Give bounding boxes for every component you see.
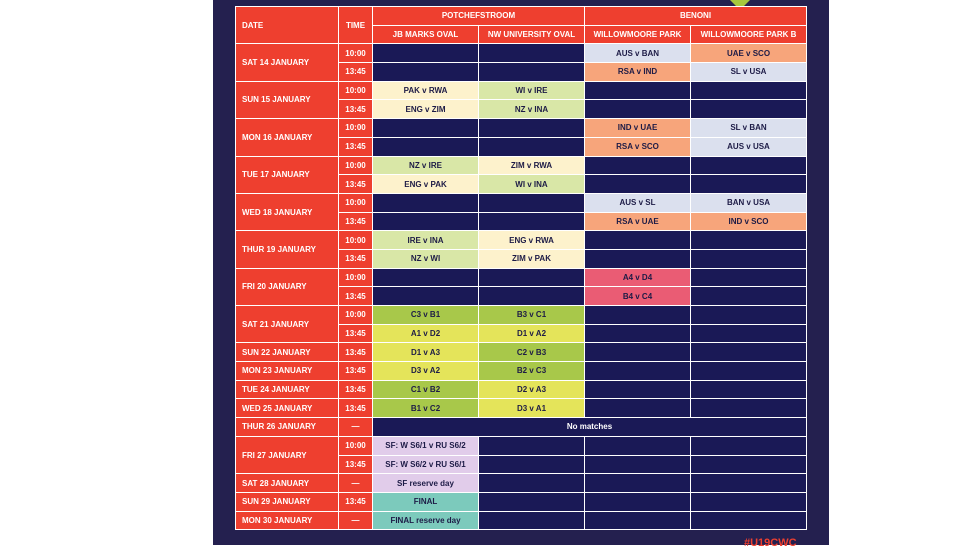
match-cell-empty — [373, 212, 479, 231]
date-cell: WED 18 JANUARY — [236, 193, 339, 230]
table-row — [236, 268, 807, 287]
match-cell-empty — [585, 324, 691, 343]
match-cell-empty — [585, 231, 691, 250]
match-cell: A1 v D2 — [373, 324, 479, 343]
match-cell: ZIM v PAK — [479, 249, 585, 268]
match-cell-empty — [585, 156, 691, 175]
table-row — [236, 418, 807, 437]
match-cell-empty — [585, 343, 691, 362]
match-cell-empty — [691, 455, 807, 474]
table-row — [236, 474, 807, 493]
match-cell-empty — [585, 511, 691, 530]
match-cell: ENG v RWA — [479, 231, 585, 250]
match-cell: WI v INA — [479, 175, 585, 194]
time-cell: 13:45 — [339, 249, 373, 268]
match-cell: PAK v RWA — [373, 81, 479, 100]
match-cell: FINAL reserve day — [373, 511, 479, 530]
date-cell: SUN 29 JANUARY — [236, 492, 339, 511]
time-cell: — — [339, 418, 373, 437]
match-cell-empty — [585, 81, 691, 100]
table-row — [236, 399, 807, 418]
match-cell: IND v UAE — [585, 119, 691, 138]
match-cell-empty — [479, 268, 585, 287]
date-cell: SAT 21 JANUARY — [236, 306, 339, 343]
match-cell-empty — [585, 175, 691, 194]
match-cell: RSA v SCO — [585, 137, 691, 156]
match-cell-empty — [691, 492, 807, 511]
match-cell-empty — [479, 436, 585, 455]
match-cell: WI v IRE — [479, 81, 585, 100]
match-cell: SF reserve day — [373, 474, 479, 493]
ground-nw-university-oval: NW UNIVERSITY OVAL — [479, 25, 585, 44]
match-cell: ZIM v RWA — [479, 156, 585, 175]
time-cell: 10:00 — [339, 306, 373, 325]
date-column-header: DATE — [236, 7, 339, 44]
table-row — [236, 380, 807, 399]
match-cell: D1 v A2 — [479, 324, 585, 343]
date-cell: TUE 24 JANUARY — [236, 380, 339, 399]
table-row — [236, 231, 807, 250]
match-cell: SL v BAN — [691, 119, 807, 138]
time-cell: 10:00 — [339, 268, 373, 287]
time-cell: 13:45 — [339, 63, 373, 82]
match-cell: C2 v B3 — [479, 343, 585, 362]
match-cell: RSA v IND — [585, 63, 691, 82]
fixture-schedule-table — [235, 6, 807, 530]
match-cell: C1 v B2 — [373, 380, 479, 399]
match-cell-empty — [585, 492, 691, 511]
time-cell: 13:45 — [339, 175, 373, 194]
match-cell-empty — [585, 362, 691, 381]
match-cell: AUS v SL — [585, 193, 691, 212]
match-cell-empty — [373, 193, 479, 212]
date-cell: FRI 20 JANUARY — [236, 268, 339, 305]
match-cell: IRE v INA — [373, 231, 479, 250]
match-cell-empty — [691, 343, 807, 362]
match-cell: SF: W S6/2 v RU S6/1 — [373, 455, 479, 474]
time-cell: 13:45 — [339, 212, 373, 231]
date-cell: SUN 22 JANUARY — [236, 343, 339, 362]
table-row — [236, 306, 807, 325]
table-row — [236, 193, 807, 212]
time-cell: 13:45 — [339, 287, 373, 306]
match-cell-empty — [585, 380, 691, 399]
match-cell: AUS v BAN — [585, 44, 691, 63]
match-cell-empty — [691, 306, 807, 325]
date-cell: SAT 14 JANUARY — [236, 44, 339, 81]
venue-benoni: BENONI — [585, 7, 807, 26]
match-cell: IND v SCO — [691, 212, 807, 231]
no-matches-cell: No matches — [373, 418, 807, 437]
match-cell: FINAL — [373, 492, 479, 511]
match-cell: D3 v A1 — [479, 399, 585, 418]
match-cell-empty — [585, 306, 691, 325]
time-column-header: TIME — [339, 7, 373, 44]
table-row — [236, 511, 807, 530]
match-cell: A4 v D4 — [585, 268, 691, 287]
match-cell: UAE v SCO — [691, 44, 807, 63]
match-cell: B4 v C4 — [585, 287, 691, 306]
match-cell-empty — [691, 436, 807, 455]
date-cell: SUN 15 JANUARY — [236, 81, 339, 118]
table-row — [236, 343, 807, 362]
match-cell-empty — [691, 362, 807, 381]
time-cell: — — [339, 511, 373, 530]
match-cell-empty — [479, 119, 585, 138]
match-cell-empty — [691, 324, 807, 343]
match-cell-empty — [373, 44, 479, 63]
table-row — [236, 81, 807, 100]
date-cell: MON 30 JANUARY — [236, 511, 339, 530]
time-cell: 13:45 — [339, 455, 373, 474]
match-cell-empty — [691, 156, 807, 175]
date-cell: TUE 17 JANUARY — [236, 156, 339, 193]
time-cell: 13:45 — [339, 399, 373, 418]
venue-potchefstroom: POTCHEFSTROOM — [373, 7, 585, 26]
match-cell: ENG v PAK — [373, 175, 479, 194]
match-cell-empty — [585, 100, 691, 119]
match-cell-empty — [479, 212, 585, 231]
match-cell-empty — [373, 119, 479, 138]
match-cell: NZ v WI — [373, 249, 479, 268]
ground-willowmoore-park-b: WILLOWMOORE PARK B — [691, 25, 807, 44]
match-cell-empty — [691, 100, 807, 119]
time-cell: 10:00 — [339, 436, 373, 455]
match-cell: RSA v UAE — [585, 212, 691, 231]
match-cell-empty — [691, 474, 807, 493]
match-cell: NZ v INA — [479, 100, 585, 119]
time-cell: 13:45 — [339, 343, 373, 362]
match-cell: D3 v A2 — [373, 362, 479, 381]
time-cell: 10:00 — [339, 44, 373, 63]
ground-willowmoore-park: WILLOWMOORE PARK — [585, 25, 691, 44]
time-cell: 13:45 — [339, 137, 373, 156]
date-cell: THUR 26 JANUARY — [236, 418, 339, 437]
match-cell-empty — [691, 175, 807, 194]
match-cell-empty — [479, 455, 585, 474]
match-cell-empty — [479, 137, 585, 156]
date-cell: WED 25 JANUARY — [236, 399, 339, 418]
date-cell: THUR 19 JANUARY — [236, 231, 339, 268]
time-cell: 10:00 — [339, 193, 373, 212]
match-cell-empty — [373, 63, 479, 82]
match-cell: C3 v B1 — [373, 306, 479, 325]
date-cell: SAT 28 JANUARY — [236, 474, 339, 493]
match-cell-empty — [479, 193, 585, 212]
time-cell: 10:00 — [339, 231, 373, 250]
match-cell: BAN v USA — [691, 193, 807, 212]
table-row — [236, 156, 807, 175]
date-cell: FRI 27 JANUARY — [236, 436, 339, 473]
header-row-venues — [236, 7, 807, 26]
match-cell-empty — [585, 399, 691, 418]
time-cell: 13:45 — [339, 324, 373, 343]
match-cell-empty — [373, 287, 479, 306]
match-cell: B1 v C2 — [373, 399, 479, 418]
time-cell: 13:45 — [339, 492, 373, 511]
match-cell: B3 v C1 — [479, 306, 585, 325]
match-cell-empty — [691, 81, 807, 100]
match-cell-empty — [373, 268, 479, 287]
match-cell-empty — [691, 231, 807, 250]
match-cell-empty — [691, 287, 807, 306]
match-cell-empty — [691, 511, 807, 530]
date-cell: MON 23 JANUARY — [236, 362, 339, 381]
table-row — [236, 119, 807, 138]
table-row — [236, 492, 807, 511]
match-cell: D1 v A3 — [373, 343, 479, 362]
match-cell-empty — [691, 380, 807, 399]
match-cell: NZ v IRE — [373, 156, 479, 175]
match-cell: AUS v USA — [691, 137, 807, 156]
match-cell-empty — [479, 287, 585, 306]
match-cell-empty — [479, 63, 585, 82]
match-cell-empty — [691, 399, 807, 418]
match-cell-empty — [585, 249, 691, 268]
match-cell: B2 v C3 — [479, 362, 585, 381]
match-cell: SL v USA — [691, 63, 807, 82]
match-cell-empty — [373, 137, 479, 156]
match-cell-empty — [585, 436, 691, 455]
match-cell-empty — [585, 474, 691, 493]
match-cell: SF: W S6/1 v RU S6/2 — [373, 436, 479, 455]
table-row — [236, 362, 807, 381]
table-row — [236, 436, 807, 455]
time-cell: 13:45 — [339, 362, 373, 381]
time-cell: — — [339, 474, 373, 493]
time-cell: 13:45 — [339, 100, 373, 119]
hashtag-text: #U19CWC — [744, 537, 797, 549]
match-cell: ENG v ZIM — [373, 100, 479, 119]
match-cell-empty — [479, 511, 585, 530]
match-cell-empty — [479, 44, 585, 63]
table-row — [236, 44, 807, 63]
match-cell-empty — [691, 268, 807, 287]
match-cell-empty — [479, 492, 585, 511]
time-cell: 13:45 — [339, 380, 373, 399]
date-cell: MON 16 JANUARY — [236, 119, 339, 156]
ground-jb-marks-oval: JB MARKS OVAL — [373, 25, 479, 44]
time-cell: 10:00 — [339, 119, 373, 138]
match-cell-empty — [691, 249, 807, 268]
match-cell-empty — [585, 455, 691, 474]
time-cell: 10:00 — [339, 156, 373, 175]
match-cell-empty — [479, 474, 585, 493]
time-cell: 10:00 — [339, 81, 373, 100]
match-cell: D2 v A3 — [479, 380, 585, 399]
